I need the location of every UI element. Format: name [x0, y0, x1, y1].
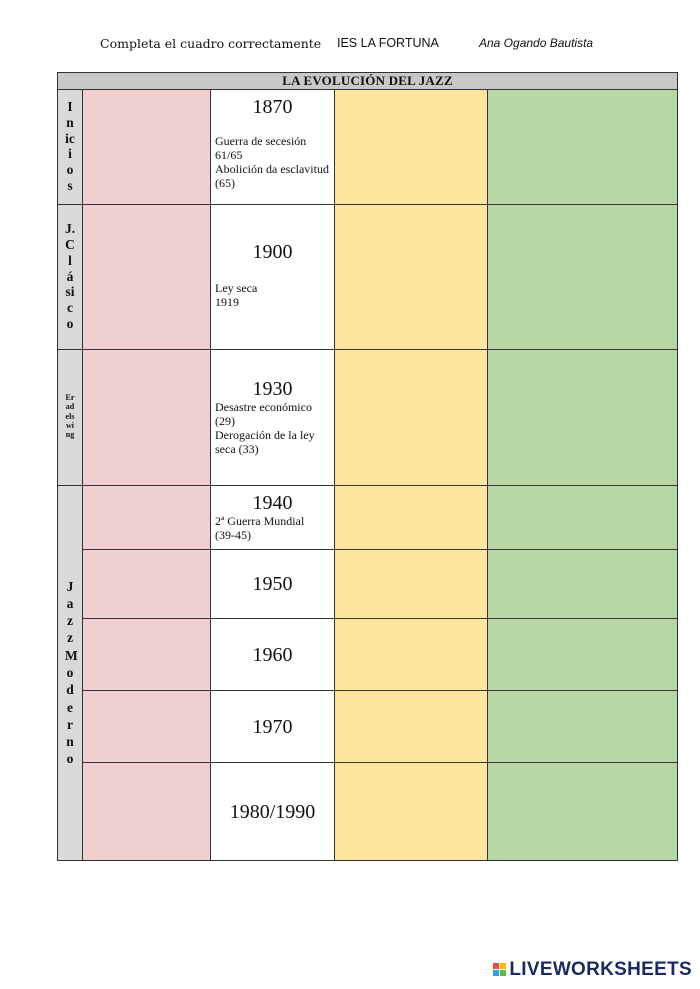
note-line: Guerra de secesión — [215, 134, 307, 148]
note-line: Derogación de la ley — [215, 428, 315, 442]
year-label: 1870 — [252, 96, 293, 118]
stage-label-clasico: J.Clásico — [65, 220, 76, 332]
year-label: 1950 — [252, 573, 293, 595]
answer-cell-yellow[interactable] — [335, 205, 488, 350]
stage-label-inicios: Inicios — [65, 98, 75, 194]
answer-cell-yellow[interactable] — [335, 350, 488, 486]
year-cell-1970 — [211, 691, 335, 763]
year-label: 1980/1990 — [229, 800, 316, 823]
answer-cell-pink[interactable] — [83, 619, 211, 691]
answer-cell-green[interactable] — [488, 350, 678, 486]
year-cell-1950 — [211, 550, 335, 619]
answer-cell-green[interactable] — [488, 90, 678, 205]
answer-cell-green[interactable] — [488, 550, 678, 619]
note-line: seca (33) — [215, 442, 259, 456]
year-label: 1970 — [252, 715, 293, 738]
stage-cell-swing — [58, 350, 83, 486]
year-cell-1900 — [211, 205, 335, 350]
note-line: Abolición da esclavitud — [215, 162, 329, 176]
answer-cell-green[interactable] — [488, 486, 678, 550]
answer-cell-pink[interactable] — [83, 90, 211, 205]
answer-cell-yellow[interactable] — [335, 486, 488, 550]
answer-cell-pink[interactable] — [83, 691, 211, 763]
stage-label-swing: Eradelswing — [65, 393, 75, 439]
answer-cell-yellow[interactable] — [335, 619, 488, 691]
year-label: 1940 — [252, 492, 293, 514]
note-line: (29) — [215, 414, 235, 428]
note-line: (65) — [215, 176, 235, 190]
jazz-evolution-table — [57, 72, 678, 861]
answer-cell-green[interactable] — [488, 763, 678, 861]
instruction-text: Completa el cuadro correctamente — [100, 36, 322, 51]
answer-cell-green[interactable] — [488, 691, 678, 763]
answer-cell-yellow[interactable] — [335, 550, 488, 619]
school-name: IES LA FORTUNA — [337, 36, 439, 50]
answer-cell-pink[interactable] — [83, 550, 211, 619]
year-label: 1900 — [252, 241, 293, 263]
table-title: LA EVOLUCIÓN DEL JAZZ — [58, 73, 678, 90]
note-line: 1919 — [215, 295, 239, 309]
note-line: 61/65 — [215, 148, 243, 162]
note-line: 2ª Guerra Mundial — [215, 514, 305, 528]
stage-cell-inicios — [58, 90, 83, 205]
liveworksheets-logo — [493, 959, 692, 981]
answer-cell-green[interactable] — [488, 619, 678, 691]
answer-cell-yellow[interactable] — [335, 90, 488, 205]
author-name: Ana Ogando Bautista — [479, 36, 594, 50]
answer-cell-pink[interactable] — [83, 350, 211, 486]
year-cell-1980-1990 — [211, 763, 335, 861]
answer-cell-yellow[interactable] — [335, 763, 488, 861]
year-label: 1930 — [252, 378, 293, 400]
answer-cell-pink[interactable] — [83, 763, 211, 861]
answer-cell-yellow[interactable] — [335, 691, 488, 763]
answer-cell-green[interactable] — [488, 205, 678, 350]
answer-cell-pink[interactable] — [83, 205, 211, 350]
note-line: Desastre económico — [215, 400, 312, 414]
stage-cell-clasico — [58, 205, 83, 350]
year-cell-1930 — [211, 350, 335, 486]
year-cell-1960 — [211, 619, 335, 691]
logo-text: LIVEWORKSHEETS — [509, 959, 692, 980]
liveworksheets-logo-icon — [493, 963, 507, 977]
note-line: Ley seca — [215, 281, 258, 295]
year-label: 1960 — [252, 643, 293, 666]
year-cell-1870 — [211, 90, 335, 205]
year-cell-1940 — [211, 486, 335, 550]
stage-label-moderno: Jazz Moderno — [65, 578, 78, 767]
stage-cell-moderno — [58, 486, 83, 861]
note-line: (39-45) — [215, 528, 251, 542]
answer-cell-pink[interactable] — [83, 486, 211, 550]
